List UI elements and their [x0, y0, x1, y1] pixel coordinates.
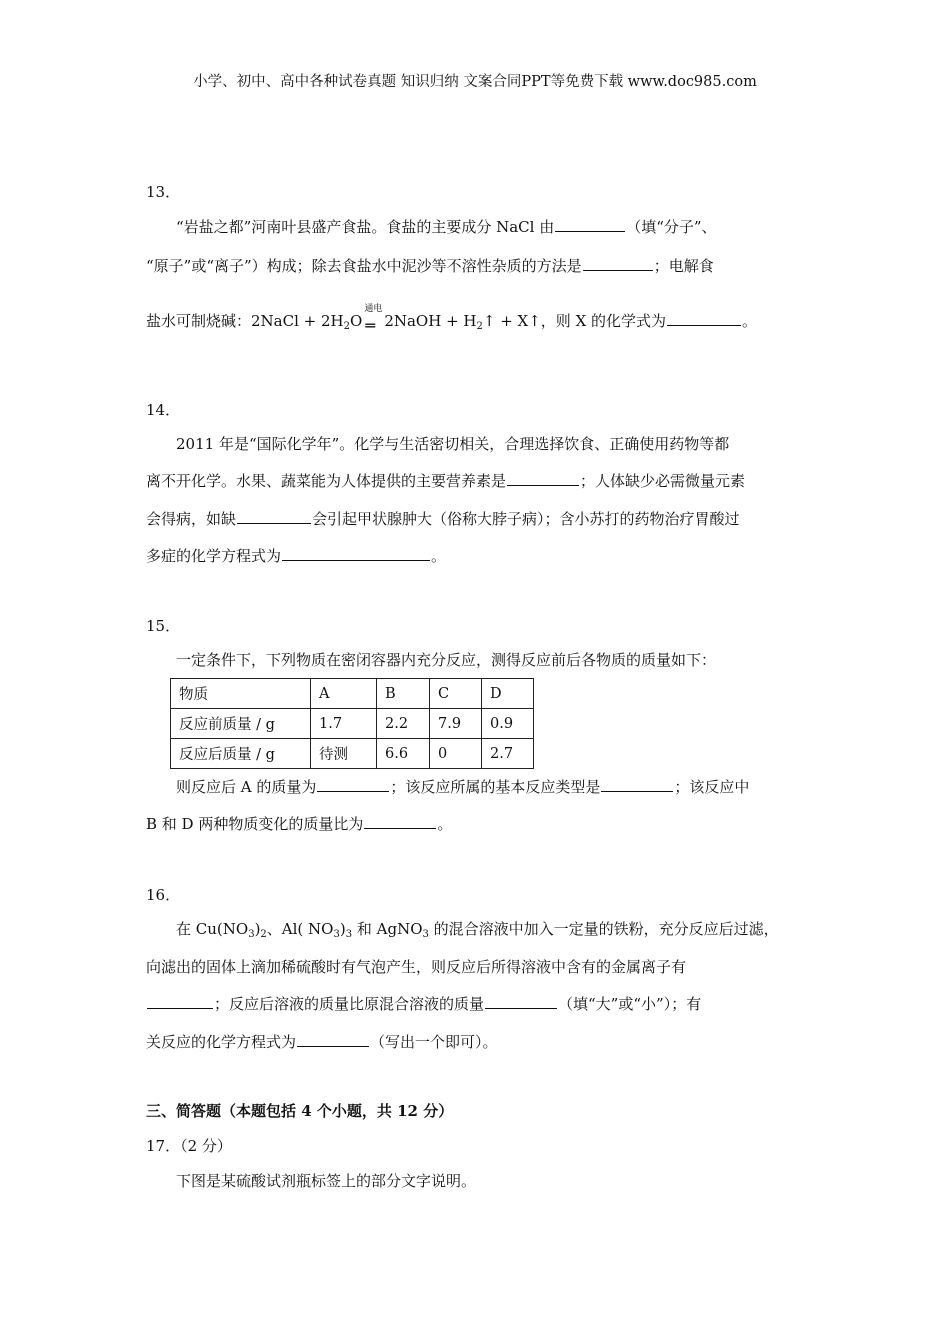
q14-text: 会得病，如缺 — [146, 510, 237, 528]
question-16-line-3 — [146, 993, 701, 1014]
table-cell: 1.7 — [311, 709, 377, 739]
q16-text: ；反应后溶液的质量比原混合溶液的质量 — [214, 995, 485, 1013]
answer-blank — [317, 777, 389, 792]
q14-text: 。 — [431, 547, 447, 565]
answer-blank — [485, 994, 557, 1009]
table-header-cell: 物质 — [171, 679, 311, 709]
table-header-cell: A — [311, 679, 377, 709]
question-13-line-2 — [146, 255, 714, 276]
question-15-line-3 — [146, 813, 452, 834]
q16-text: 和 AgNO — [352, 920, 423, 938]
question-13-number: 13． — [146, 183, 181, 201]
q13-text: O — [350, 312, 363, 330]
subscript: 2 — [476, 321, 483, 332]
q13-text: ；电解食 — [653, 257, 714, 275]
q16-text: ) — [339, 920, 346, 938]
subscript: 3 — [248, 929, 255, 940]
answer-blank — [507, 471, 579, 486]
q16-text: 关反应的化学方程式为 — [146, 1033, 297, 1051]
table-header-cell: B — [377, 679, 430, 709]
subscript: 3 — [345, 929, 353, 940]
question-16-number: 16． — [146, 886, 181, 904]
q13-text: 。 — [742, 312, 758, 330]
reaction-condition — [362, 304, 384, 335]
answer-blank — [147, 994, 213, 1009]
section-3-title: 三、简答题（本题包括 4 个小题，共 12 分） — [146, 1102, 454, 1120]
question-16-line-2: 向滤出的固体上滴加稀硫酸时有气泡产生，则反应后所得溶液中含有的金属离子有 — [146, 958, 687, 976]
question-14-line-1: 2011 年是“国际化学年”。化学与生活密切相关，合理选择饮食、正确使用药物等都 — [176, 435, 730, 453]
q14-text: 多症的化学方程式为 — [146, 547, 282, 565]
question-15-number: 15． — [146, 617, 181, 635]
q14-text: 会引起甲状腺肿大（俗称大脖子病）；含小苏打的药物治疗胃酸过 — [312, 510, 740, 528]
question-14-number: 14． — [146, 401, 181, 419]
table-header-cell: D — [482, 679, 534, 709]
table-cell: 反应前质量 / g — [171, 709, 311, 739]
table-cell: 0 — [430, 739, 482, 769]
page-header: 小学、初中、高中各种试卷真题 知识归纳 文案合同PPT等免费下载 www.doc985.com — [193, 74, 757, 90]
mass-data-table — [170, 678, 534, 769]
table-cell: 0.9 — [482, 709, 534, 739]
q13-text: ↑ + X↑，则 X 的化学式为 — [482, 312, 667, 330]
answer-blank — [364, 814, 436, 829]
answer-blank — [667, 311, 741, 326]
q14-text: 离不开化学。水果、蔬菜能为人体提供的主要营养素是 — [146, 472, 507, 490]
question-16-line-1 — [176, 918, 779, 939]
question-17-number: 17．（2 分） — [146, 1137, 232, 1155]
condition-label: 通电 — [364, 304, 383, 314]
q15-text: 则反应后 A 的质量为 — [176, 778, 317, 796]
q16-text: （填“大”或“小”）；有 — [558, 995, 702, 1013]
table-header-row — [171, 679, 534, 709]
table-cell: 2.2 — [377, 709, 430, 739]
q15-text: 。 — [437, 815, 453, 833]
answer-blank — [583, 256, 653, 271]
answer-blank — [282, 546, 430, 561]
q16-text: ) — [254, 920, 261, 938]
q15-text: ；该反应中 — [674, 778, 750, 796]
answer-blank — [601, 777, 673, 792]
q15-text: ；该反应所属的基本反应类型是 — [390, 778, 601, 796]
question-15-line-1: 一定条件下，下列物质在密闭容器内充分反应，测得反应前后各物质的质量如下： — [176, 651, 717, 669]
condition-equals: ═ — [365, 316, 375, 335]
q16-text: 、Al( NO — [266, 920, 334, 938]
answer-blank — [237, 509, 311, 524]
q13-text: 2NaOH + H — [384, 312, 477, 330]
q13-text: “岩盐之都”河南叶县盛产食盐。食盐的主要成分 NaCl 由 — [176, 218, 555, 236]
subscript: 3 — [422, 929, 429, 940]
table-cell: 2.7 — [482, 739, 534, 769]
question-13-line-3 — [146, 304, 758, 335]
question-14-line-4 — [146, 545, 446, 566]
answer-blank — [555, 217, 625, 232]
q13-text: 盐水可制烧碱：2NaCl + 2H — [146, 312, 344, 330]
table-cell: 7.9 — [430, 709, 482, 739]
q15-text: B 和 D 两种物质变化的质量比为 — [146, 815, 364, 833]
table-cell: 反应后质量 / g — [171, 739, 311, 769]
q13-text: （填“分子”、 — [626, 218, 717, 236]
table-cell: 6.6 — [377, 739, 430, 769]
question-13-line-1 — [176, 216, 717, 237]
subscript: 2 — [260, 929, 267, 940]
table-row — [171, 709, 534, 739]
q16-text: 在 Cu(NO — [176, 920, 249, 938]
table-row — [171, 739, 534, 769]
answer-blank — [297, 1032, 369, 1047]
question-15-line-2 — [176, 776, 749, 797]
q16-text: （写出一个即可）。 — [370, 1033, 498, 1051]
question-14-line-2 — [146, 470, 745, 491]
question-14-line-3 — [146, 508, 740, 529]
question-17-line-1: 下图是某硫酸试剂瓶标签上的部分文字说明。 — [176, 1172, 477, 1190]
question-16-line-4 — [146, 1031, 498, 1052]
subscript: 2 — [343, 321, 350, 332]
q14-text: ；人体缺少必需微量元素 — [580, 472, 746, 490]
table-header-cell: C — [430, 679, 482, 709]
q13-text: “原子”或“离子”）构成；除去食盐水中泥沙等不溶性杂质的方法是 — [146, 257, 582, 275]
q16-text: 的混合溶液中加入一定量的铁粉，充分反应后过滤， — [428, 920, 779, 938]
table-cell: 待测 — [311, 739, 377, 769]
subscript: 3 — [333, 929, 340, 940]
